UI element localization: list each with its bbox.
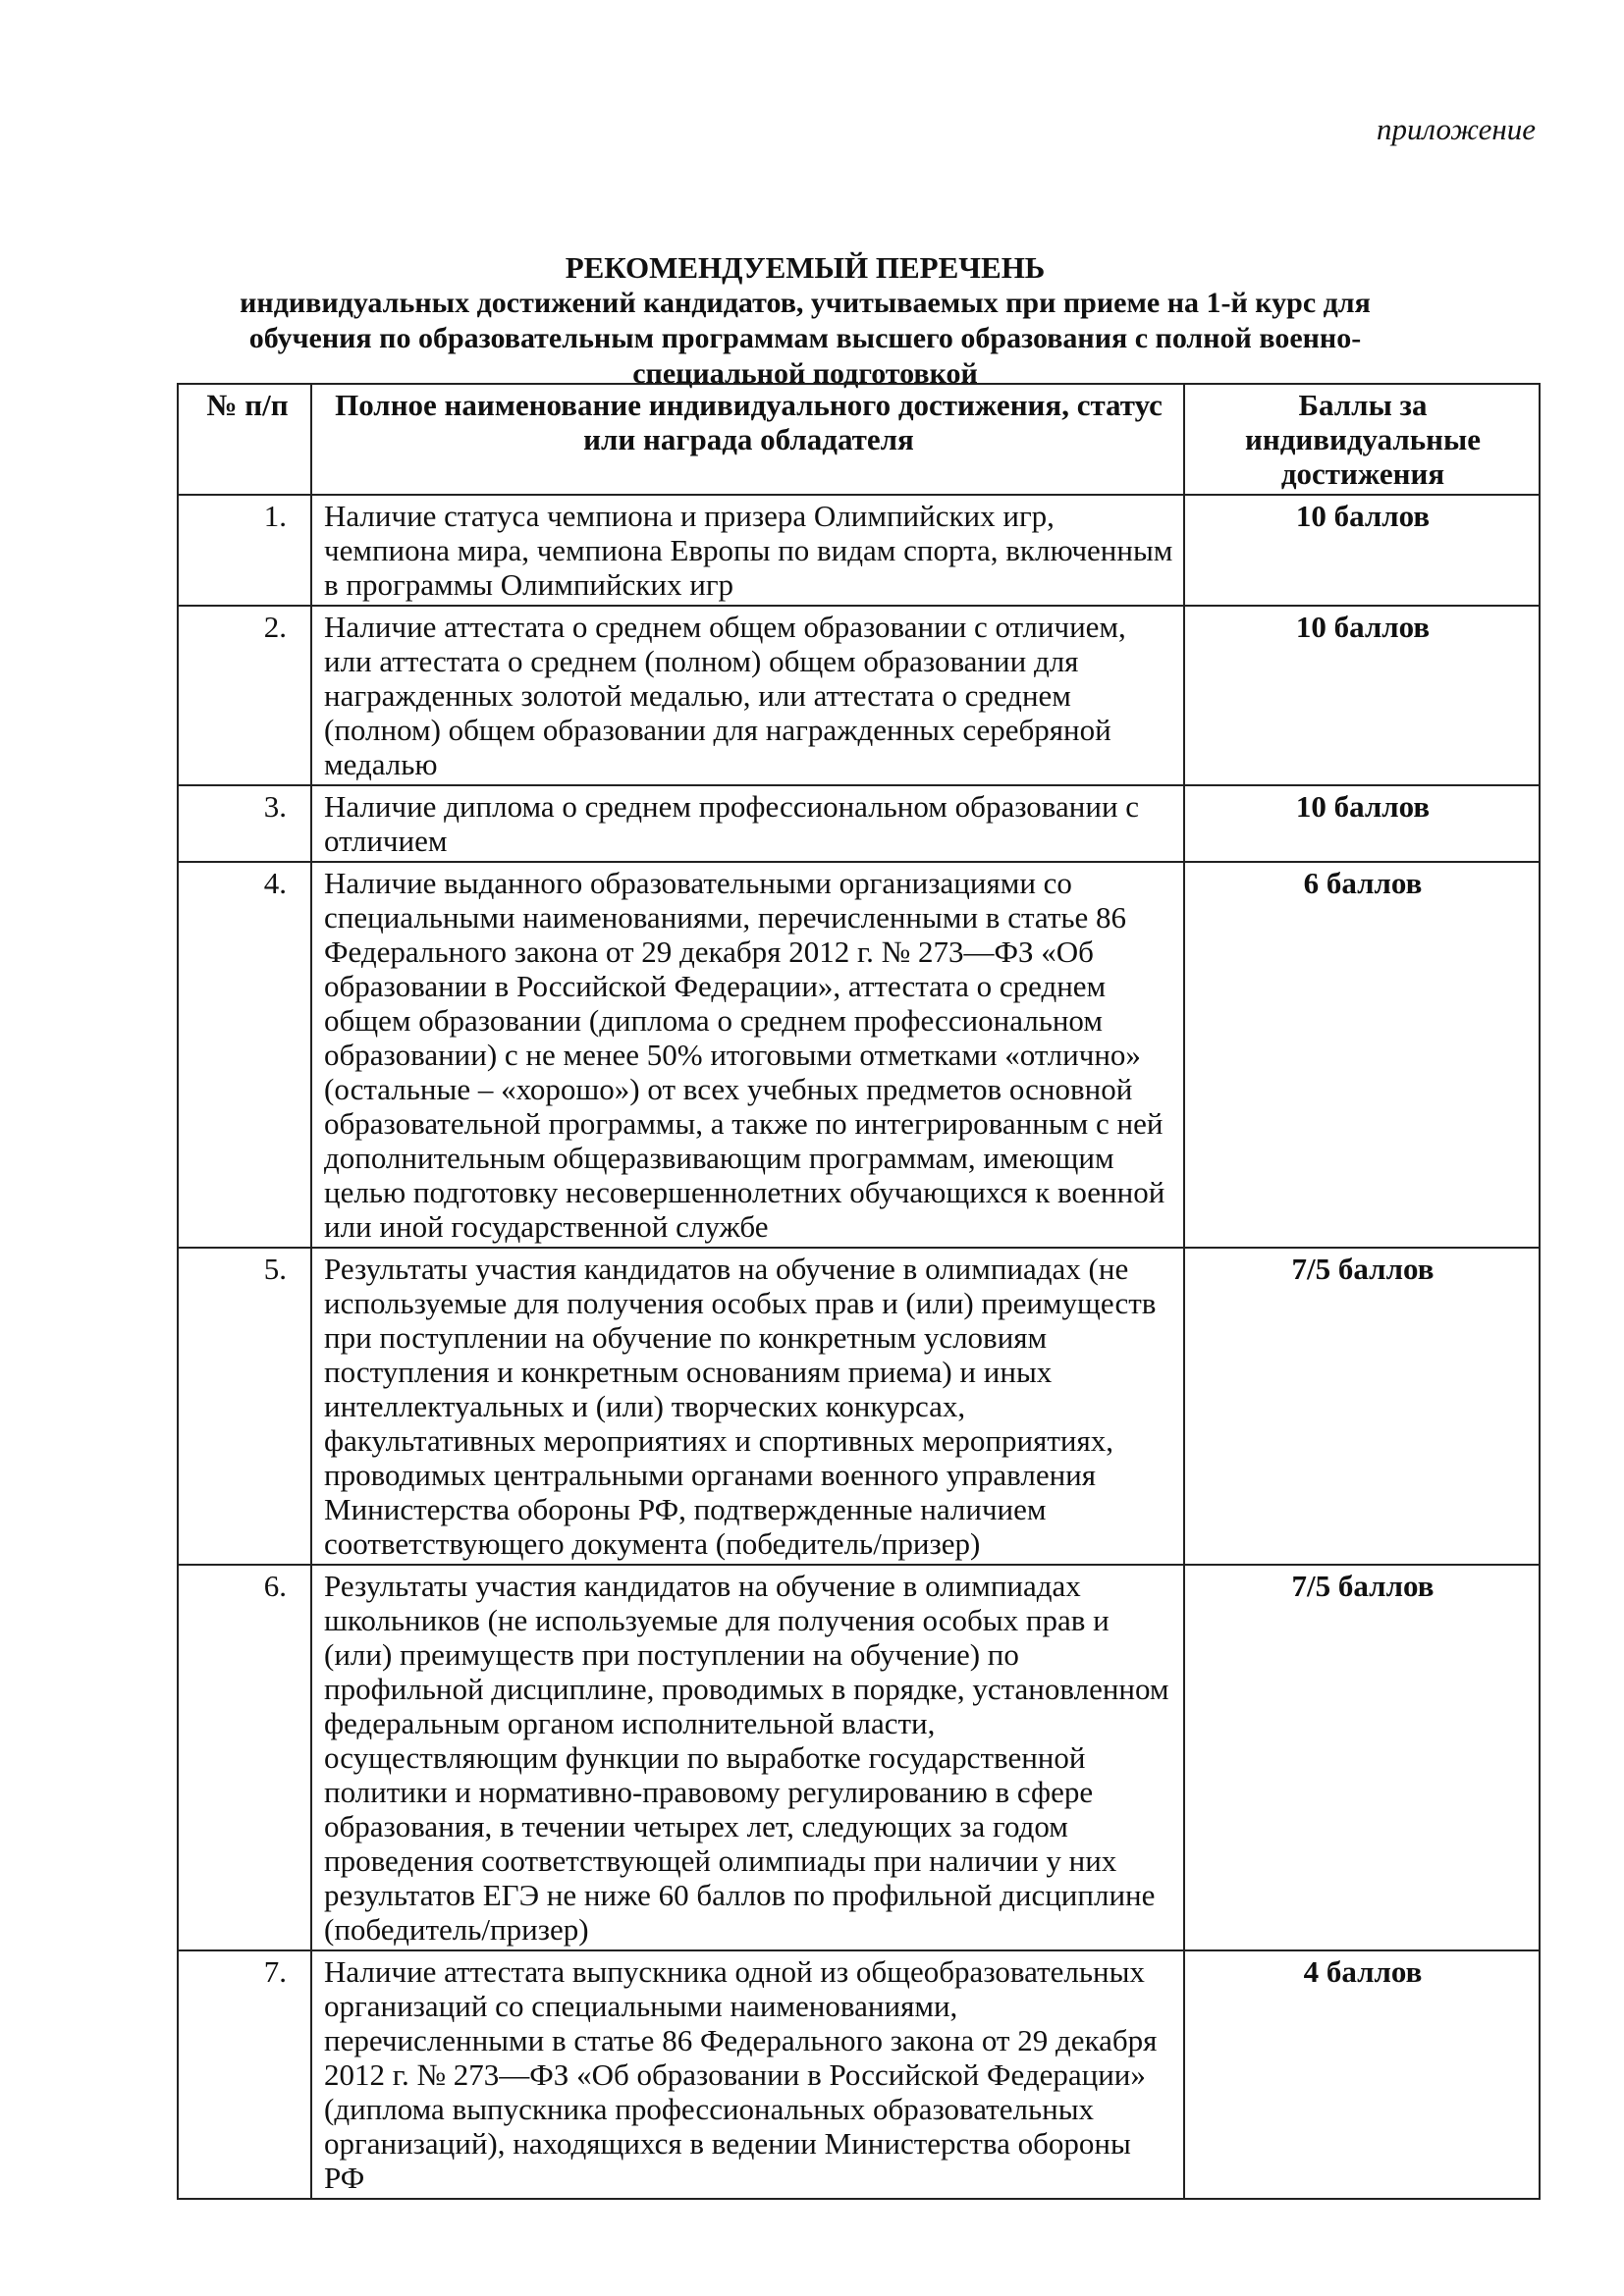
achievement-points: 7/5 баллов (1184, 1565, 1540, 1950)
table-header-row (178, 384, 1540, 495)
document-heading (216, 250, 1394, 392)
column-header-number: № п/п (178, 384, 311, 495)
table-row (178, 1565, 1540, 1950)
achievement-points: 4 баллов (1184, 1950, 1540, 2199)
achievements-table (177, 383, 1541, 2200)
achievement-points: 7/5 баллов (1184, 1248, 1540, 1565)
document-subtitle: индивидуальных достижений кандидатов, учитываемых при приеме на 1-й курс для обучения по образовательным программам высшего образования с полной военно-специальной подготовкой (240, 287, 1371, 390)
achievement-text: Наличие аттестата о среднем общем образовании с отличием, или аттестата о среднем (полном) общем образовании для награжденных золотой медалью, или аттестата о среднем (полном) общем образовании для награжденных серебряной медалью (311, 606, 1184, 785)
achievement-points: 10 баллов (1184, 785, 1540, 862)
row-number: 1. (178, 495, 311, 606)
table-row (178, 1950, 1540, 2199)
appendix-label: приложение (1377, 112, 1536, 146)
achievement-points: 10 баллов (1184, 495, 1540, 606)
column-header-name: Полное наименование индивидуального достижения, статус или награда обладателя (311, 384, 1184, 495)
row-number: 7. (178, 1950, 311, 2199)
achievement-points: 10 баллов (1184, 606, 1540, 785)
table-row (178, 862, 1540, 1248)
achievement-text: Наличие статуса чемпиона и призера Олимпийских игр, чемпиона мира, чемпиона Европы по видам спорта, включенным в программы Олимпийских игр (311, 495, 1184, 606)
table-row (178, 495, 1540, 606)
table-row (178, 1248, 1540, 1565)
column-header-points: Баллы за индивидуальные достижения (1184, 384, 1540, 495)
row-number: 6. (178, 1565, 311, 1950)
table-row (178, 785, 1540, 862)
table-row (178, 606, 1540, 785)
achievement-text: Результаты участия кандидатов на обучение в олимпиадах (не используемые для получения особых прав и (или) преимуществ при поступлении на обучение по конкретным условиям поступления и конкретным основаниям приема) и иных интеллектуальных и (или) творческих конкурсах, факультативных мероприятиях и спортивных мероприятиях, проводимых центральными органами военного управления Министерства обороны РФ, подтвержденные наличием соответствующего документа (победитель/призер) (311, 1248, 1184, 1565)
achievement-points: 6 баллов (1184, 862, 1540, 1248)
achievement-text: Наличие диплома о среднем профессиональном образовании с отличием (311, 785, 1184, 862)
row-number: 2. (178, 606, 311, 785)
row-number: 3. (178, 785, 311, 862)
achievement-text: Наличие выданного образовательными организациями со специальными наименованиями, перечисленными в статье 86 Федерального закона от 29 декабря 2012 г. № 273—ФЗ «Об образовании в Российской Федерации», аттестата о среднем общем образовании (диплома о среднем профессиональном образовании) с не менее 50% итоговыми отметками «отлично» (остальные – «хорошо») от всех учебных предметов основной образовательной программы, а также по интегрированным с ней дополнительным общеразвивающим программам, имеющим целью подготовку несовершеннолетних обучающихся к военной или иной государственной службе (311, 862, 1184, 1248)
row-number: 5. (178, 1248, 311, 1565)
row-number: 4. (178, 862, 311, 1248)
document-title: РЕКОМЕНДУЕМЫЙ ПЕРЕЧЕНЬ (565, 250, 1046, 285)
achievement-text: Результаты участия кандидатов на обучение в олимпиадах школьников (не используемые для получения особых прав и (или) преимуществ при поступлении на обучение) по профильной дисциплине, проводимых в порядке, установленном федеральным органом исполнительной власти, осуществляющим функции по выработке государственной политики и нормативно-правовому регулированию в сфере образования, в течении четырех лет, следующих за годом проведения соответствующей олимпиады при наличии у них результатов ЕГЭ не ниже 60 баллов по профильной дисциплине (победитель/призер) (311, 1565, 1184, 1950)
achievement-text: Наличие аттестата выпускника одной из общеобразовательных организаций со специальными наименованиями, перечисленными в статье 86 Федерального закона от 29 декабря 2012 г. № 273—ФЗ «Об образовании в Российской Федерации» (диплома выпускника профессиональных образовательных организаций), находящихся в ведении Министерства обороны РФ (311, 1950, 1184, 2199)
